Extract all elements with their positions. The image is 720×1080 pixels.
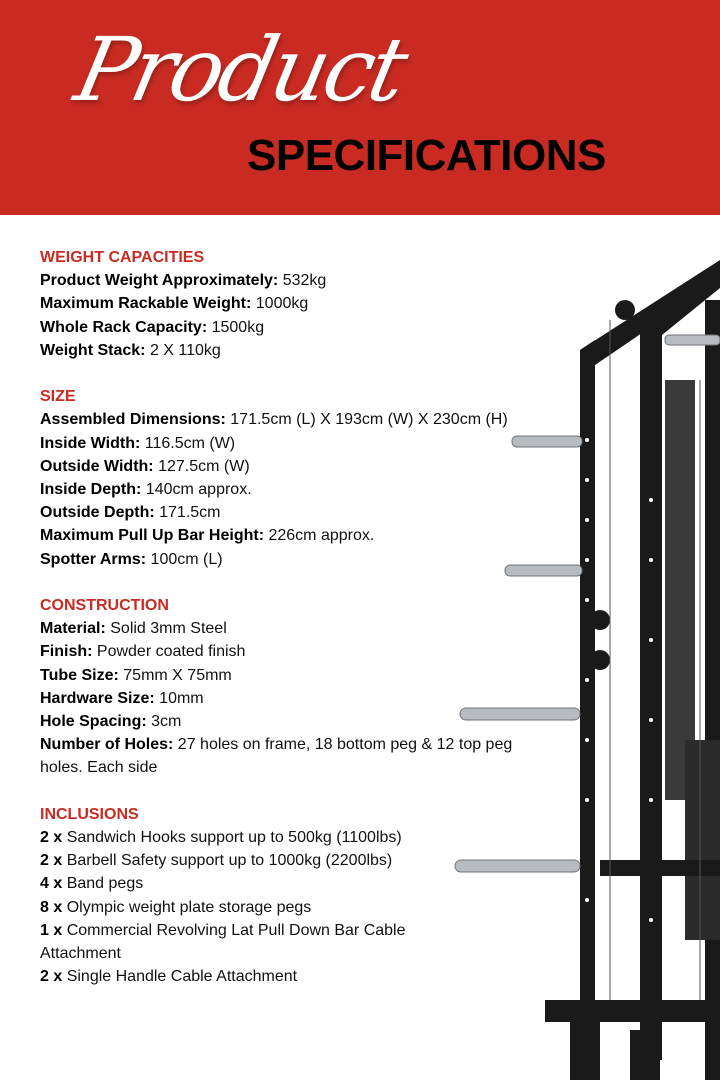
spec-value: 27 holes on frame, 18 bottom peg & 12 top peg holes. Each side <box>40 736 513 777</box>
spec-label: Maximum Pull Up Bar Height: <box>40 527 265 545</box>
section-construction <box>40 594 570 780</box>
spec-label: Outside Depth: <box>40 504 155 522</box>
inclusion-item: Single Handle Cable Attachment <box>66 968 298 986</box>
spec-row <box>40 478 570 501</box>
spec-row <box>40 408 570 431</box>
spec-label: Finish: <box>40 643 93 661</box>
section-heading: SIZE <box>40 388 76 406</box>
spec-row <box>40 617 570 640</box>
header-banner <box>0 0 720 215</box>
inclusion-item: Commercial Revolving Lat Pull Down Bar Cable Attachment <box>40 921 406 963</box>
quantity: 2 x <box>40 852 63 870</box>
script-title: Product <box>67 18 413 121</box>
spec-value: 1000kg <box>255 295 309 313</box>
spec-row <box>40 664 570 687</box>
spec-label: Inside Depth: <box>40 481 142 499</box>
spec-label: Inside Width: <box>40 434 141 452</box>
section-weight-capacities <box>40 246 570 362</box>
inclusion-row <box>40 965 570 988</box>
quantity: 1 x <box>40 921 63 939</box>
inclusion-row <box>40 826 570 849</box>
inclusion-row <box>40 872 570 895</box>
inclusion-item: Sandwich Hooks support up to 500kg (1100lbs) <box>66 829 402 847</box>
spec-label: Assembled Dimensions: <box>40 411 226 429</box>
spec-label: Hole Spacing: <box>40 713 147 731</box>
spec-value: 2 X 110kg <box>149 341 221 359</box>
inclusion-item: Olympic weight plate storage pegs <box>66 898 312 916</box>
quantity: 4 x <box>40 875 63 893</box>
spec-value: Solid 3mm Steel <box>110 620 227 638</box>
spec-row <box>40 339 570 362</box>
quantity: 2 x <box>40 968 63 986</box>
inclusion-row <box>40 919 480 965</box>
inclusion-item: Band pegs <box>66 875 144 893</box>
spec-row <box>40 269 570 292</box>
spec-label: Product Weight Approximately: <box>40 272 279 290</box>
spec-row <box>40 316 570 339</box>
spec-row <box>40 455 570 478</box>
spec-value: 75mm X 75mm <box>123 666 232 684</box>
spec-value: 171.5cm <box>159 504 221 522</box>
spec-label: Spotter Arms: <box>40 550 147 568</box>
section-size <box>40 385 570 571</box>
spec-label: Tube Size: <box>40 666 119 684</box>
page-title: SPECIFICATIONS <box>247 131 606 180</box>
spec-label: Hardware Size: <box>40 689 155 707</box>
spec-row <box>40 733 550 779</box>
spec-value: 10mm <box>159 689 204 707</box>
inclusion-item: Barbell Safety support up to 1000kg (2200lbs) <box>66 852 393 870</box>
spec-row <box>40 687 570 710</box>
section-inclusions <box>40 803 570 989</box>
spec-row <box>40 524 570 547</box>
spec-label: Maximum Rackable Weight: <box>40 295 252 313</box>
spec-value: 226cm approx. <box>268 527 375 545</box>
spec-row <box>40 640 570 663</box>
spec-row <box>40 432 570 455</box>
spec-value: 1500kg <box>211 318 265 336</box>
spec-label: Number of Holes: <box>40 736 174 754</box>
spec-value: 532kg <box>282 272 327 290</box>
inclusion-row <box>40 849 570 872</box>
spec-label: Weight Stack: <box>40 341 146 359</box>
spec-row <box>40 501 570 524</box>
section-heading: INCLUSIONS <box>40 805 139 823</box>
spec-value: 100cm (L) <box>150 550 223 568</box>
spec-value: 171.5cm (L) X 193cm (W) X 230cm (H) <box>230 411 508 429</box>
spec-label: Outside Width: <box>40 457 154 475</box>
spec-row <box>40 548 570 571</box>
spec-value: 3cm <box>151 713 182 731</box>
quantity: 8 x <box>40 898 63 916</box>
quantity: 2 x <box>40 829 63 847</box>
spec-value: 127.5cm (W) <box>158 457 250 475</box>
specifications-list <box>40 246 570 1012</box>
section-heading: CONSTRUCTION <box>40 597 169 615</box>
spec-value: 116.5cm (W) <box>144 434 236 452</box>
spec-row <box>40 292 570 315</box>
spec-value: Powder coated finish <box>96 643 246 661</box>
section-heading: WEIGHT CAPACITIES <box>40 249 205 266</box>
inclusion-row <box>40 896 570 919</box>
spec-value: 140cm approx. <box>145 481 252 499</box>
spec-label: Material: <box>40 620 106 638</box>
spec-label: Whole Rack Capacity: <box>40 318 208 336</box>
spec-row <box>40 710 570 733</box>
